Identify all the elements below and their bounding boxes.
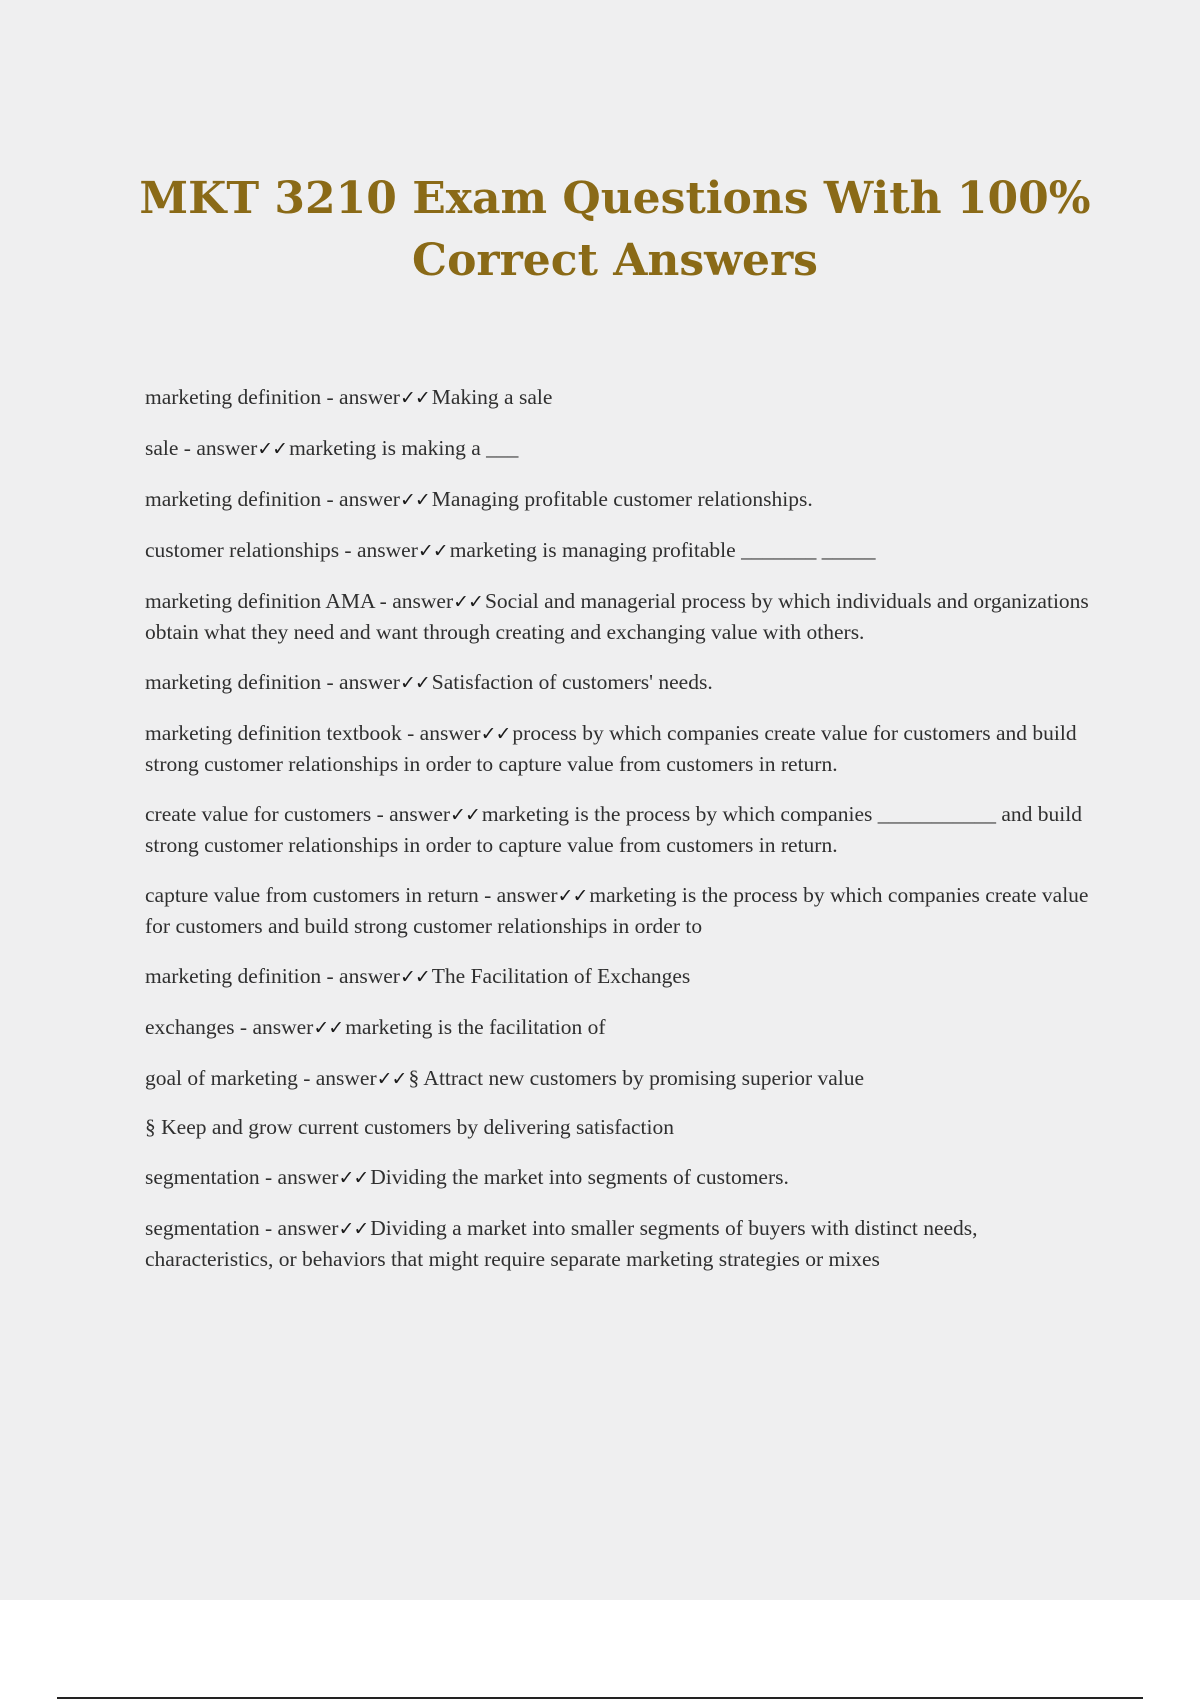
qa-answer: Social and managerial process by which individuals and organizations obtain what they need and want through creating and exchanging value with others. bbox=[145, 589, 1089, 644]
check-icon: ✓✓ bbox=[399, 966, 430, 988]
qa-answer: Dividing the market into segments of customers. bbox=[370, 1165, 789, 1189]
qa-entry bbox=[145, 667, 1095, 698]
check-icon: ✓✓ bbox=[313, 1017, 344, 1039]
qa-answer: Making a sale bbox=[431, 385, 553, 409]
qa-answer: marketing is the facilitation of bbox=[345, 1015, 606, 1039]
qa-term: segmentation - answer bbox=[145, 1165, 339, 1189]
check-icon: ✓✓ bbox=[453, 591, 483, 613]
title-line-2: Correct Answers bbox=[412, 235, 818, 286]
check-icon: ✓✓ bbox=[480, 723, 511, 745]
check-icon: ✓✓ bbox=[399, 672, 430, 694]
qa-term: create value for customers - answer bbox=[145, 802, 451, 826]
qa-term: marketing definition - answer bbox=[145, 385, 400, 409]
qa-answer: Managing profitable customer relationships. bbox=[431, 487, 813, 511]
qa-term: marketing definition - answer bbox=[145, 487, 400, 511]
qa-entry bbox=[145, 484, 1095, 515]
qa-entry bbox=[145, 799, 1095, 860]
check-icon: ✓✓ bbox=[417, 540, 448, 562]
qa-answer: process by which companies create value for customers and build strong customer relationships in order to capture value from customers in return. bbox=[145, 721, 1077, 776]
qa-answer: § Attract new customers by promising superior value bbox=[408, 1066, 865, 1090]
qa-term: marketing definition AMA - answer bbox=[145, 589, 454, 613]
qa-answer: marketing is the process by which companies ___________ and build strong customer relationships in order to capture value from customers in return. bbox=[145, 802, 1082, 857]
qa-list bbox=[145, 382, 1095, 1294]
qa-answer: marketing is making a ___ bbox=[289, 436, 519, 460]
qa-term: capture value from customers in return - answer bbox=[145, 883, 558, 907]
qa-term: customer relationships - answer bbox=[145, 538, 418, 562]
qa-entry bbox=[145, 586, 1095, 647]
qa-answer: Dividing a market into smaller segments of buyers with distinct needs, characteristics, or behaviors that might require separate marketing strategies or mixes bbox=[145, 1216, 978, 1271]
footer-divider bbox=[57, 1697, 1143, 1699]
qa-term: segmentation - answer bbox=[145, 1216, 339, 1240]
check-icon: ✓✓ bbox=[376, 1068, 407, 1090]
qa-answer: The Facilitation of Exchanges bbox=[431, 964, 691, 988]
check-icon: ✓✓ bbox=[557, 885, 588, 907]
qa-answer: Satisfaction of customers' needs. bbox=[431, 670, 713, 694]
check-icon: ✓✓ bbox=[338, 1218, 369, 1240]
qa-entry bbox=[145, 880, 1095, 941]
qa-entry bbox=[145, 718, 1095, 779]
qa-entry bbox=[145, 1162, 1095, 1193]
qa-term: goal of marketing - answer bbox=[145, 1066, 377, 1090]
qa-term: sale - answer bbox=[145, 436, 258, 460]
qa-answer: marketing is the process by which companies create value for customers and build strong customer relationships in order to bbox=[145, 883, 1089, 938]
qa-entry bbox=[145, 382, 1095, 413]
qa-term: marketing definition - answer bbox=[145, 964, 400, 988]
qa-answer: marketing is managing profitable _______ _____ bbox=[449, 538, 876, 562]
qa-entry bbox=[145, 1213, 1095, 1274]
check-icon: ✓✓ bbox=[399, 387, 430, 409]
qa-entry bbox=[145, 961, 1095, 992]
title-line-1: MKT 3210 Exam Questions With 100% bbox=[139, 173, 1091, 224]
check-icon: ✓✓ bbox=[338, 1167, 369, 1189]
check-icon: ✓✓ bbox=[399, 489, 430, 511]
qa-answer-continuation: § Keep and grow current customers by delivering satisfaction bbox=[145, 1115, 674, 1139]
qa-term: marketing definition - answer bbox=[145, 670, 400, 694]
qa-entry bbox=[145, 1012, 1095, 1043]
check-icon: ✓✓ bbox=[450, 804, 480, 826]
qa-continuation bbox=[145, 1112, 1095, 1142]
document-title bbox=[100, 168, 1130, 292]
check-icon: ✓✓ bbox=[257, 438, 288, 460]
qa-entry bbox=[145, 433, 1095, 464]
qa-entry bbox=[145, 535, 1095, 566]
qa-term: marketing definition textbook - answer bbox=[145, 721, 481, 745]
qa-entry bbox=[145, 1063, 1095, 1094]
qa-term: exchanges - answer bbox=[145, 1015, 314, 1039]
